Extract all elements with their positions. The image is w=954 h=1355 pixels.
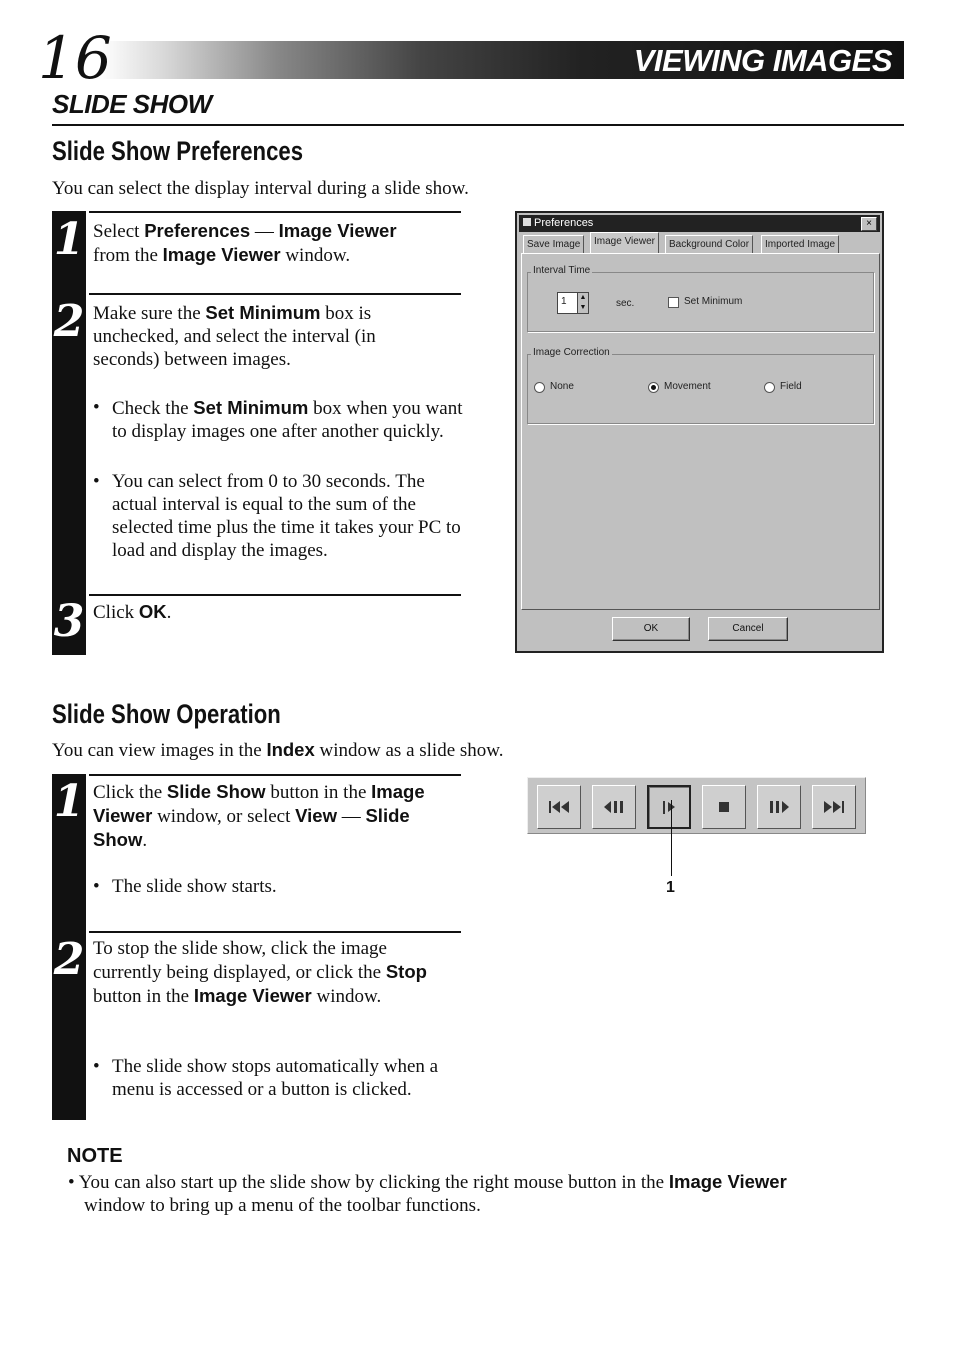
slide-show-icon: [658, 798, 680, 816]
stop-button[interactable]: [702, 785, 746, 829]
dialog-title: Preferences: [534, 217, 594, 229]
tab-save-image[interactable]: Save Image: [523, 235, 584, 254]
step-number: 3: [53, 596, 85, 647]
close-icon[interactable]: ×: [861, 217, 877, 231]
last-image-button[interactable]: [812, 785, 856, 829]
bullet-item: • The slide show stops automatically when a menu is accessed or a button is clicked.: [93, 1056, 439, 1100]
dialog-titlebar: [519, 215, 880, 232]
step-text: To stop the slide show, click the image currently being displayed, or click the Stop button in the Image Viewer window.: [93, 938, 427, 1007]
step-rule: [89, 931, 461, 933]
bullet-item: • The slide show starts.: [93, 876, 277, 897]
section-title: SLIDE SHOW: [52, 89, 212, 119]
step-forward-icon: [768, 799, 790, 815]
step-number: 2: [53, 934, 85, 985]
ok-button[interactable]: OK: [612, 617, 690, 641]
bullet-item: • Check the Set Minimum box when you want to display images one after another quickly.: [93, 397, 463, 442]
first-icon: [548, 799, 570, 815]
note-text: • You can also start up the slide show by clicking the right mouse button in the Image Viewer window to bring up a menu of the toolbar functions.: [68, 1171, 787, 1216]
radio-none[interactable]: [534, 382, 545, 393]
preferences-heading: Slide Show Preferences: [52, 136, 304, 166]
preferences-dialog: [515, 211, 884, 653]
bullet-item: • You can select from 0 to 30 seconds. The actual interval is equal to the sum of the selected time plus the time it takes your PC to load and display the images.: [93, 471, 461, 561]
set-minimum-label: Set Minimum: [684, 296, 743, 307]
step-number: 2: [53, 296, 85, 347]
tab-imported-image[interactable]: Imported Image: [761, 235, 839, 254]
radio-field-label: Field: [780, 381, 802, 392]
slide-show-button[interactable]: [647, 785, 691, 829]
section-rule: [52, 124, 904, 126]
tab-image-viewer[interactable]: Image Viewer: [590, 232, 659, 255]
operation-heading: Slide Show Operation: [52, 699, 281, 729]
radio-field[interactable]: [764, 382, 775, 393]
last-icon: [823, 799, 845, 815]
step-rule: [89, 594, 461, 596]
step-rule: [89, 774, 461, 776]
chapter-title: VIEWING IMAGES: [633, 43, 892, 78]
step-text: Make sure the Set Minimum box is unchecked, and select the interval (in seconds) between images.: [93, 302, 376, 370]
step-rule: [89, 211, 461, 213]
radio-none-label: None: [550, 381, 574, 392]
callout-label: 1: [666, 879, 675, 896]
step-back-button[interactable]: [592, 785, 636, 829]
page-number: 16: [38, 24, 112, 92]
preferences-intro: You can select the display interval during a slide show.: [52, 178, 469, 199]
tab-panel: [521, 253, 880, 610]
spin-arrows-icon[interactable]: ▲ ▼: [577, 293, 588, 313]
step-strip: [52, 211, 86, 655]
step-number: 1: [53, 776, 85, 827]
callout-line: [671, 800, 672, 876]
step-number: 1: [53, 214, 85, 265]
window-icon: [523, 218, 531, 226]
step-text: Click OK.: [93, 601, 172, 623]
viewer-toolbar: [527, 777, 866, 834]
interval-input[interactable]: 1 ▲ ▼: [557, 292, 589, 314]
correction-group-label: Image Correction: [533, 347, 610, 358]
radio-movement[interactable]: [648, 382, 659, 393]
step-back-icon: [603, 799, 625, 815]
interval-group-label: Interval Time: [533, 265, 591, 276]
set-minimum-checkbox[interactable]: [668, 297, 679, 308]
step-text: Click the Slide Show button in the Image Viewer window, or select View — Slide Show.: [93, 781, 425, 851]
interval-unit: sec.: [616, 298, 635, 309]
cancel-button[interactable]: Cancel: [708, 617, 788, 641]
operation-intro: You can view images in the Index window as a slide show.: [52, 739, 504, 761]
stop-icon: [717, 800, 731, 814]
step-text: Select Preferences — Image Viewer from the Image Viewer window.: [93, 220, 397, 266]
radio-movement-label: Movement: [664, 381, 711, 392]
first-image-button[interactable]: [537, 785, 581, 829]
step-rule: [89, 293, 461, 295]
note-heading: NOTE: [67, 1145, 123, 1167]
tab-background-color[interactable]: Background Color: [665, 235, 753, 254]
step-forward-button[interactable]: [757, 785, 801, 829]
